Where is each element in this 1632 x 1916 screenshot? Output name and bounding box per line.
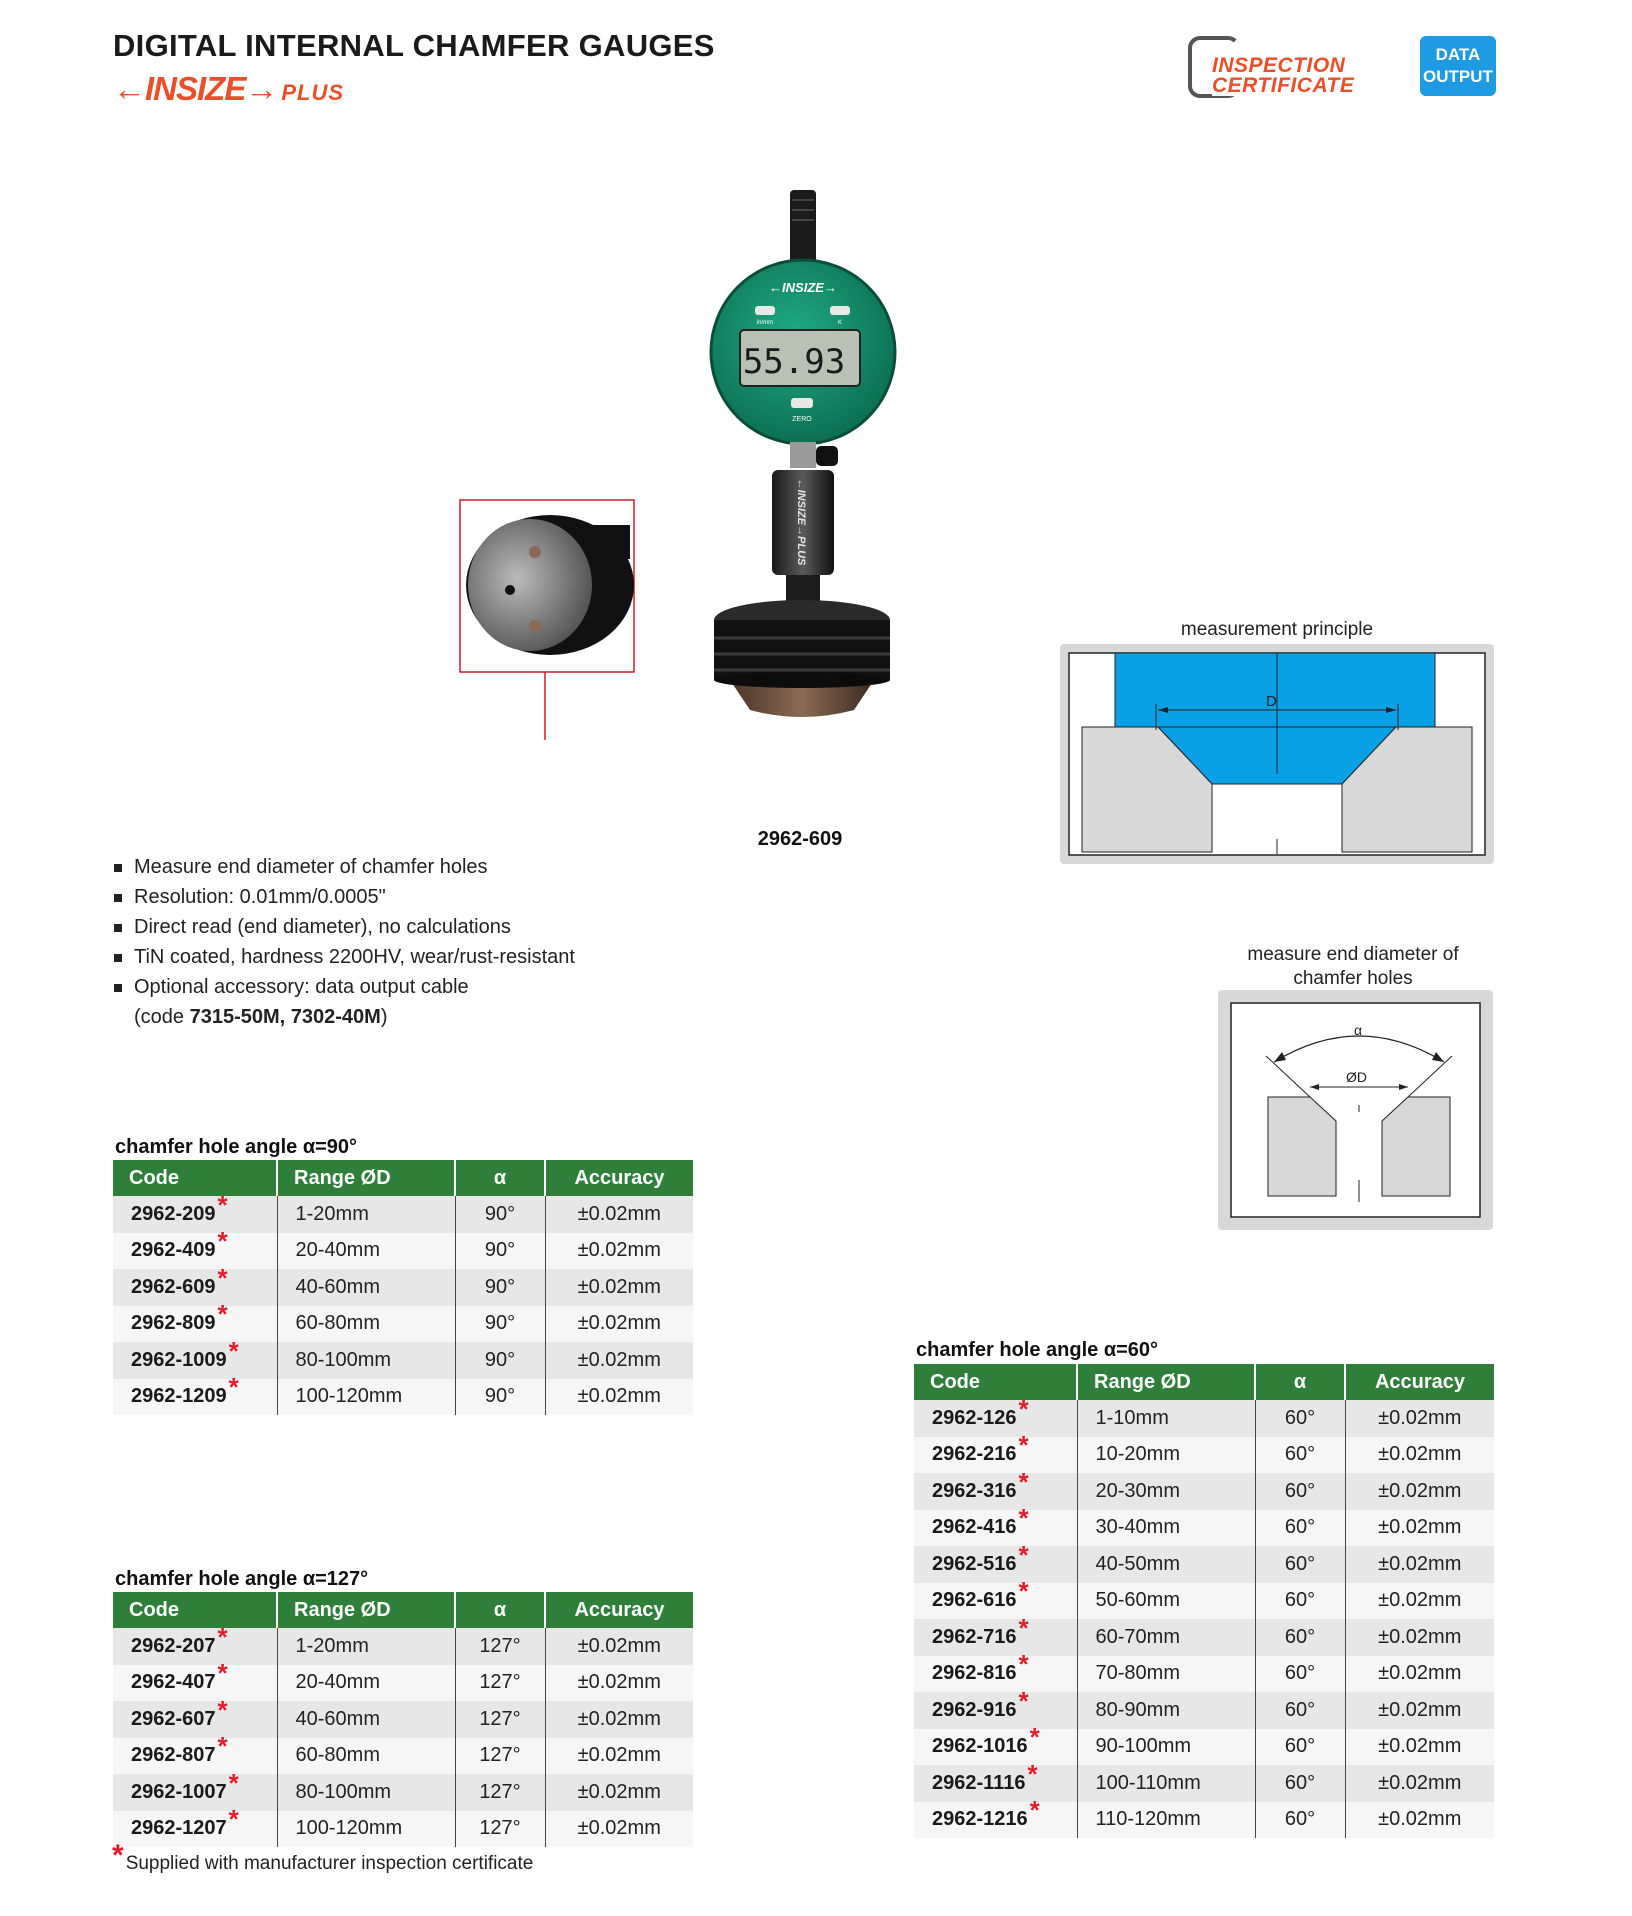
header-range: Range ØD [277, 1160, 455, 1196]
code-value: 2962-207 [131, 1634, 216, 1657]
certificate-star: * [1027, 1758, 1038, 1789]
diagram2-label-line2: chamfer holes [1293, 968, 1413, 989]
cell-code [914, 1649, 1077, 1693]
codes-values: 7315-50M, 7302-40M [189, 1006, 381, 1028]
inset-hole-bottom [529, 620, 541, 632]
cell-accuracy: ±0.02mm [1345, 1546, 1494, 1583]
cell-accuracy: ±0.02mm [1345, 1437, 1494, 1474]
diagram1-label: measurement principle [1180, 619, 1374, 640]
table-row [914, 1437, 1494, 1474]
cell-accuracy: ±0.02mm [1345, 1765, 1494, 1802]
code-value: 2962-416 [932, 1516, 1017, 1539]
cell-accuracy: ±0.02mm [545, 1342, 693, 1379]
cell-range: 1-20mm [277, 1628, 455, 1665]
table-row [113, 1306, 693, 1343]
certificate-star: * [1018, 1576, 1029, 1607]
cert-line2: CERTIFICATE [1212, 74, 1355, 97]
cell-alpha: 60° [1255, 1546, 1345, 1583]
code-value: 2962-807 [131, 1744, 216, 1767]
table-row [914, 1729, 1494, 1766]
cell-range: 1-10mm [1077, 1400, 1255, 1437]
code-value: 2962-1209 [131, 1385, 227, 1408]
diagram1-dim-label: D [1266, 693, 1277, 710]
table60-title: chamfer hole angle α=60° [916, 1339, 1159, 1361]
cell-range: 100-120mm [277, 1379, 455, 1416]
cell-code [113, 1621, 277, 1665]
cell-accuracy: ±0.02mm [545, 1774, 693, 1811]
cell-alpha: 127° [455, 1774, 545, 1811]
cell-accuracy: ±0.02mm [545, 1628, 693, 1665]
codes-suffix: ) [380, 1006, 388, 1028]
header-accuracy: Accuracy [545, 1160, 693, 1196]
feature-item: Optional accessory: data output cable [114, 972, 575, 1002]
cell-alpha: 90° [455, 1233, 545, 1270]
diagram2-alpha-label: α [1354, 1022, 1363, 1038]
cell-accuracy: ±0.02mm [545, 1196, 693, 1233]
body-brand: ←INSIZE→PLUS [795, 478, 807, 566]
cell-range: 80-90mm [1077, 1692, 1255, 1729]
cell-accuracy: ±0.02mm [545, 1269, 693, 1306]
certificate-star: * [1029, 1795, 1040, 1826]
header-code: Code [113, 1592, 277, 1628]
cell-range: 20-40mm [277, 1233, 455, 1270]
cell-range: 80-100mm [277, 1774, 455, 1811]
cell-accuracy: ±0.02mm [1345, 1473, 1494, 1510]
cell-alpha: 90° [455, 1306, 545, 1343]
cell-range: 40-60mm [277, 1269, 455, 1306]
certificate-star: * [228, 1804, 239, 1835]
code-value: 2962-609 [131, 1275, 216, 1298]
spec-table-60 [914, 1364, 1494, 1838]
table127-title: chamfer hole angle α=127° [115, 1568, 369, 1590]
table-row [113, 1269, 693, 1306]
table-row [113, 1738, 693, 1775]
table90-title: chamfer hole angle α=90° [115, 1136, 358, 1158]
certificate-star: * [1018, 1503, 1029, 1534]
header-alpha: α [1255, 1364, 1345, 1400]
table-row [914, 1802, 1494, 1839]
table-row [113, 1811, 693, 1848]
feature-item: Resolution: 0.01mm/0.0005" [114, 882, 575, 912]
cell-code [914, 1430, 1077, 1474]
data-output-line1: DATA [1435, 45, 1481, 64]
cell-range: 100-110mm [1077, 1765, 1255, 1802]
certificate-text [1212, 56, 1354, 96]
cell-accuracy: ±0.02mm [545, 1811, 693, 1848]
code-value: 2962-409 [131, 1239, 216, 1262]
cell-alpha: 127° [455, 1811, 545, 1848]
cell-code [113, 1372, 277, 1416]
cell-accuracy: ±0.02mm [1345, 1802, 1494, 1839]
footnote [112, 1839, 534, 1875]
code-value: 2962-1116 [932, 1771, 1026, 1794]
cell-code [914, 1612, 1077, 1656]
cell-range: 20-30mm [1077, 1473, 1255, 1510]
certificate-star: * [217, 1658, 228, 1689]
code-value: 2962-616 [932, 1589, 1017, 1612]
brand-sub: PLUS [281, 80, 345, 105]
certificate-star: * [228, 1767, 239, 1798]
feature-list [114, 852, 575, 1032]
certificate-star: * [217, 1189, 228, 1220]
header-range: Range ØD [277, 1592, 455, 1628]
cell-alpha: 127° [455, 1665, 545, 1702]
table-row [113, 1379, 693, 1416]
certificate-star: * [217, 1731, 228, 1762]
cell-alpha: 127° [455, 1738, 545, 1775]
cell-alpha: 90° [455, 1342, 545, 1379]
spec-table-127 [113, 1592, 693, 1847]
cell-range: 70-80mm [1077, 1656, 1255, 1693]
header-accuracy: Accuracy [1345, 1364, 1494, 1400]
cell-accuracy: ±0.02mm [1345, 1692, 1494, 1729]
certificate-star: * [228, 1335, 239, 1366]
feature-item: TiN coated, hardness 2200HV, wear/rust-resistant [114, 942, 575, 972]
cell-accuracy: ±0.02mm [1345, 1729, 1494, 1766]
cell-code [113, 1731, 277, 1775]
cell-range: 90-100mm [1077, 1729, 1255, 1766]
cell-code [113, 1804, 277, 1848]
code-value: 2962-209 [131, 1202, 216, 1225]
code-value: 2962-316 [932, 1479, 1017, 1502]
cell-code [914, 1503, 1077, 1547]
cell-alpha: 90° [455, 1269, 545, 1306]
certificate-star: * [1018, 1685, 1029, 1716]
cell-alpha: 60° [1255, 1510, 1345, 1547]
inmm-label: in/mm [756, 320, 774, 326]
table-row [113, 1701, 693, 1738]
cell-accuracy: ±0.02mm [1345, 1656, 1494, 1693]
table-row [113, 1665, 693, 1702]
code-value: 2962-809 [131, 1312, 216, 1335]
cell-range: 60-80mm [277, 1306, 455, 1343]
cell-range: 60-80mm [277, 1738, 455, 1775]
data-output-badge [1420, 36, 1496, 96]
cell-range: 60-70mm [1077, 1619, 1255, 1656]
cell-range: 80-100mm [277, 1342, 455, 1379]
dial-brand: ←INSIZE→ [769, 280, 837, 295]
diagram2-dim-label: ØD [1346, 1069, 1367, 1085]
cell-accuracy: ±0.02mm [1345, 1619, 1494, 1656]
table-row [914, 1583, 1494, 1620]
cell-code [914, 1758, 1077, 1802]
codes-prefix: (code [134, 1006, 190, 1028]
measurement-principle-diagram [1060, 644, 1494, 864]
cell-accuracy: ±0.02mm [1345, 1400, 1494, 1437]
cell-code [914, 1722, 1077, 1766]
code-value: 2962-1216 [932, 1808, 1028, 1831]
cell-alpha: 60° [1255, 1656, 1345, 1693]
inmm-button [755, 306, 775, 315]
cell-code [113, 1694, 277, 1738]
page-title: DIGITAL INTERNAL CHAMFER GAUGES [113, 28, 715, 63]
certificate-star: * [217, 1299, 228, 1330]
cell-range: 10-20mm [1077, 1437, 1255, 1474]
data-output-line2: OUTPUT [1423, 67, 1493, 86]
table-row [914, 1656, 1494, 1693]
product-illustration [450, 180, 930, 740]
cell-alpha: 60° [1255, 1729, 1345, 1766]
cell-code [113, 1226, 277, 1270]
cell-range: 50-60mm [1077, 1583, 1255, 1620]
cell-accuracy: ±0.02mm [1345, 1583, 1494, 1620]
cell-code [914, 1576, 1077, 1620]
code-value: 2962-1007 [131, 1780, 227, 1803]
code-value: 2962-1016 [932, 1735, 1028, 1758]
table-row [113, 1342, 693, 1379]
certificate-star: * [217, 1226, 228, 1257]
lcd-reading: 55.93 [742, 342, 846, 382]
cell-accuracy: ±0.02mm [545, 1233, 693, 1270]
table-row [914, 1765, 1494, 1802]
k-label: K [837, 320, 843, 326]
footnote-star: * [112, 1839, 124, 1872]
code-value: 2962-216 [932, 1443, 1017, 1466]
cell-range: 100-120mm [277, 1811, 455, 1848]
brand-logo [113, 70, 344, 108]
cell-alpha: 60° [1255, 1437, 1345, 1474]
code-value: 2962-126 [932, 1406, 1017, 1429]
cell-range: 30-40mm [1077, 1510, 1255, 1547]
cell-alpha: 60° [1255, 1692, 1345, 1729]
cell-alpha: 60° [1255, 1400, 1345, 1437]
code-value: 2962-1207 [131, 1817, 227, 1840]
certificate-star: * [1018, 1539, 1029, 1570]
code-value: 2962-516 [932, 1552, 1017, 1575]
cell-code [914, 1685, 1077, 1729]
code-value: 2962-816 [932, 1662, 1017, 1685]
cell-code [914, 1393, 1077, 1437]
callout-line [545, 672, 730, 740]
cell-alpha: 90° [455, 1196, 545, 1233]
code-value: 2962-1009 [131, 1348, 227, 1371]
inset-hole-top [529, 546, 541, 558]
cell-alpha: 90° [455, 1379, 545, 1416]
feature-accessory-codes [114, 1002, 575, 1032]
zero-button [791, 398, 813, 408]
cell-code [113, 1189, 277, 1233]
lock-knob [816, 446, 838, 466]
cell-code [113, 1658, 277, 1702]
table-row [113, 1774, 693, 1811]
diagram2-label [1188, 943, 1518, 991]
table-row [914, 1510, 1494, 1547]
cell-accuracy: ±0.02mm [1345, 1510, 1494, 1547]
inspection-certificate-badge [1188, 36, 1378, 96]
cell-code [113, 1299, 277, 1343]
cell-range: 1-20mm [277, 1196, 455, 1233]
certificate-star: * [1018, 1430, 1029, 1461]
cell-range: 20-40mm [277, 1665, 455, 1702]
table-row [914, 1546, 1494, 1583]
neck [790, 442, 816, 468]
cert-line1: INSPECTION [1212, 54, 1346, 77]
cell-accuracy: ±0.02mm [545, 1738, 693, 1775]
certificate-star: * [217, 1262, 228, 1293]
end-diameter-diagram [1218, 990, 1493, 1230]
feature-item: Measure end diameter of chamfer holes [114, 852, 575, 882]
header-alpha: α [455, 1160, 545, 1196]
code-value: 2962-607 [131, 1707, 216, 1730]
code-value: 2962-407 [131, 1671, 216, 1694]
diagram2-label-line1: measure end diameter of [1247, 944, 1459, 965]
cell-alpha: 127° [455, 1628, 545, 1665]
cell-range: 40-60mm [277, 1701, 455, 1738]
code-value: 2962-916 [932, 1698, 1017, 1721]
top-stem [790, 190, 816, 270]
certificate-star: * [1018, 1649, 1029, 1680]
table-row [113, 1628, 693, 1665]
cell-code [914, 1466, 1077, 1510]
certificate-star: * [217, 1694, 228, 1725]
cell-alpha: 60° [1255, 1583, 1345, 1620]
table-row [914, 1619, 1494, 1656]
cell-alpha: 60° [1255, 1473, 1345, 1510]
spec-table-90 [113, 1160, 693, 1415]
footnote-text: Supplied with manufacturer inspection certificate [125, 1853, 534, 1874]
cell-alpha: 127° [455, 1701, 545, 1738]
certificate-star: * [1018, 1612, 1029, 1643]
k-button [830, 306, 850, 315]
cell-code [914, 1539, 1077, 1583]
header-accuracy: Accuracy [545, 1592, 693, 1628]
cell-code [113, 1262, 277, 1306]
cell-code [113, 1767, 277, 1811]
cell-code [914, 1795, 1077, 1839]
feature-item: Direct read (end diameter), no calculations [114, 912, 575, 942]
certificate-star: * [228, 1372, 239, 1403]
cell-alpha: 60° [1255, 1619, 1345, 1656]
table-row [113, 1196, 693, 1233]
cell-alpha: 60° [1255, 1765, 1345, 1802]
header-code: Code [113, 1160, 277, 1196]
cell-accuracy: ±0.02mm [545, 1306, 693, 1343]
cell-range: 110-120mm [1077, 1802, 1255, 1839]
certificate-star: * [1018, 1393, 1029, 1424]
certificate-star: * [1018, 1466, 1029, 1497]
table-row [914, 1400, 1494, 1437]
model-caption: 2962-609 [757, 828, 843, 850]
table-row [914, 1473, 1494, 1510]
brand-main: ←INSIZE→ [113, 70, 278, 107]
table-row [914, 1692, 1494, 1729]
cell-alpha: 60° [1255, 1802, 1345, 1839]
cell-accuracy: ±0.02mm [545, 1665, 693, 1702]
certificate-star: * [1029, 1722, 1040, 1753]
header-code: Code [914, 1364, 1077, 1400]
cell-code [113, 1335, 277, 1379]
table-row [113, 1233, 693, 1270]
code-value: 2962-716 [932, 1625, 1017, 1648]
zero-label: ZERO [792, 416, 812, 423]
header-range: Range ØD [1077, 1364, 1255, 1400]
header-alpha: α [455, 1592, 545, 1628]
certificate-star: * [217, 1621, 228, 1652]
cell-accuracy: ±0.02mm [545, 1379, 693, 1416]
cell-range: 40-50mm [1077, 1546, 1255, 1583]
cell-accuracy: ±0.02mm [545, 1701, 693, 1738]
